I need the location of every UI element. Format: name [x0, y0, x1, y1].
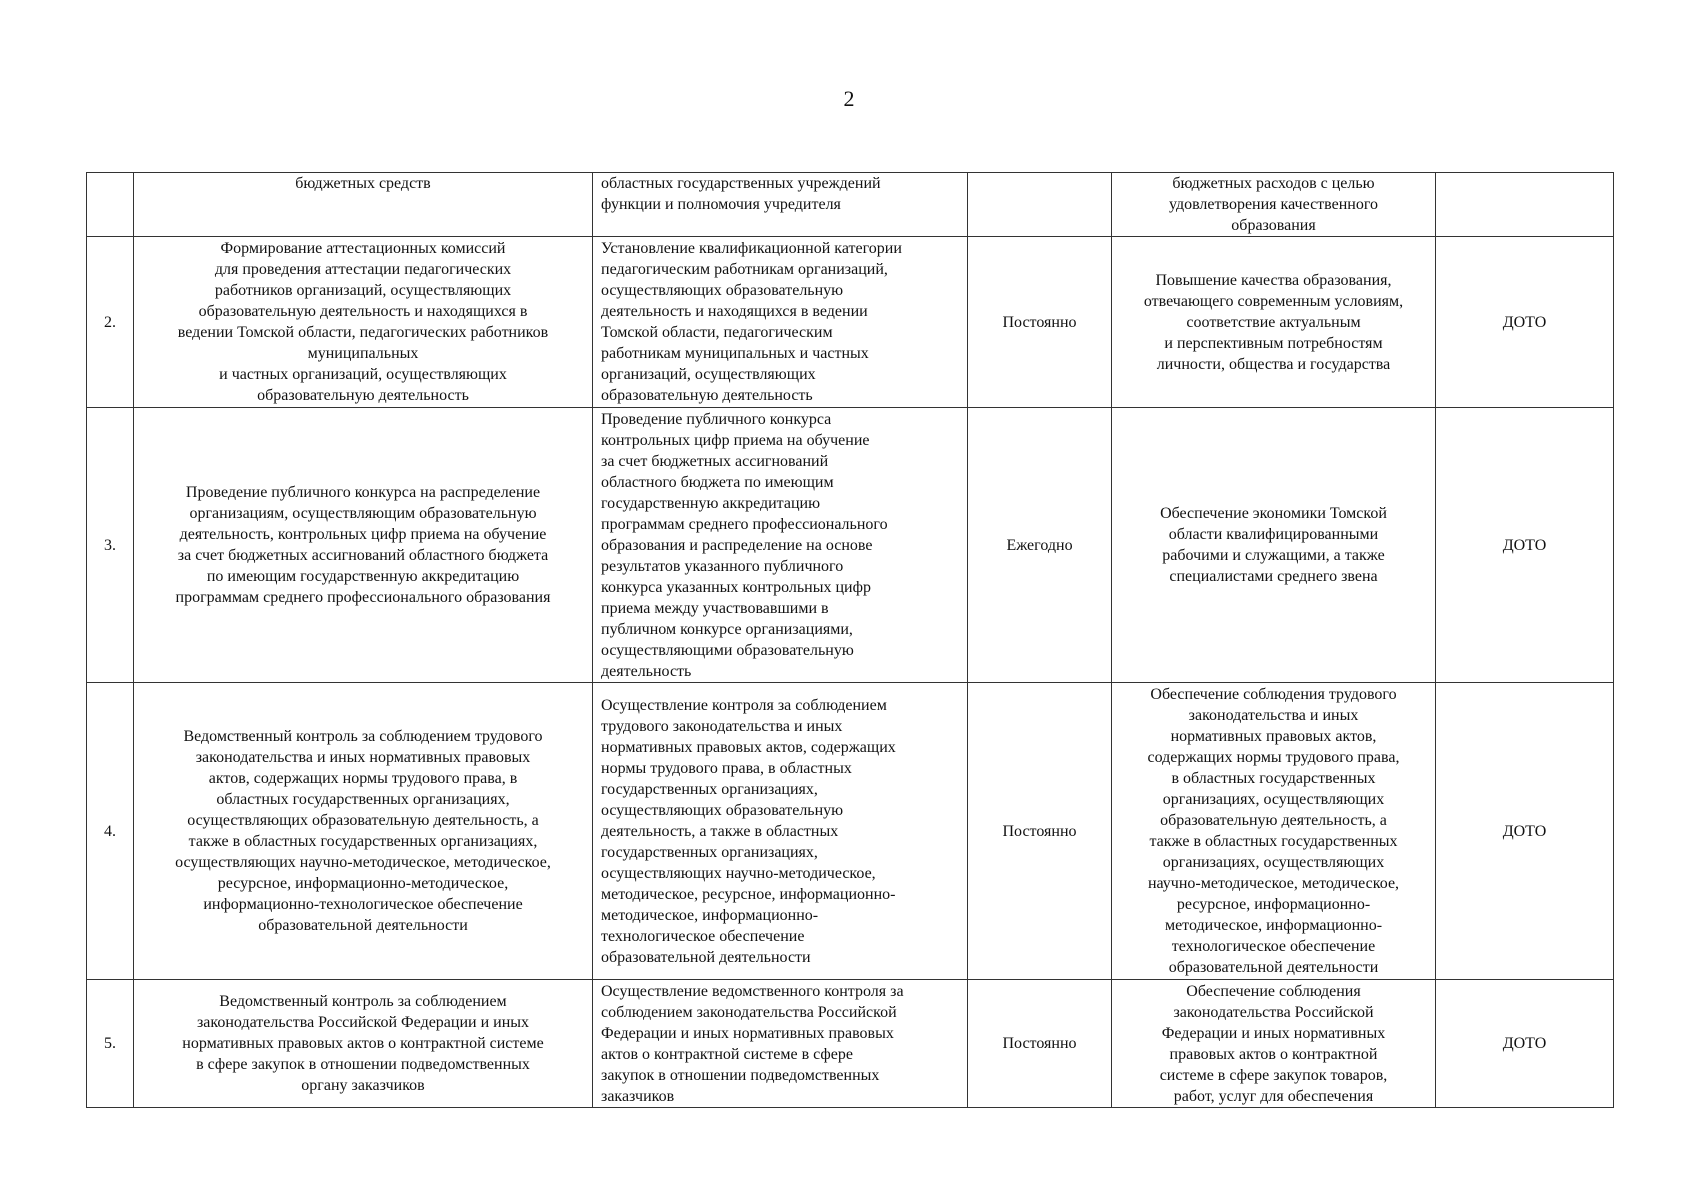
expected-result-cell: Установление квалификационной категории педагогическим работникам организаций, осуществляющих образовательную деятельность и находящихся в ведении Томской области, педагогическим работникам муниципальных и частных организаций, осуществляющих образовательную деятельность	[593, 237, 968, 408]
measure-name-cell: Проведение публичного конкурса на распределение организациям, осуществляющим образовательную деятельность, контрольных цифр приема на обучение за счет бюджетных ассигнований областного бюджета по имеющим государственную аккредитацию программам среднего профессионального образования	[134, 408, 593, 683]
term-cell: Ежегодно	[968, 408, 1112, 683]
term-cell: Постоянно	[968, 683, 1112, 980]
row-number-cell	[87, 173, 134, 237]
page-number: 2	[843, 86, 855, 111]
term-cell: Постоянно	[968, 237, 1112, 408]
expected-result-cell: областных государственных учреждений функции и полномочия учредителя	[593, 173, 968, 237]
table-row	[87, 173, 1614, 237]
executor-cell: ДОТО	[1436, 683, 1614, 980]
executor-cell	[1436, 173, 1614, 237]
expected-result-cell: Осуществление контроля за соблюдением трудового законодательства и иных нормативных правовых актов, содержащих нормы трудового права, в областных государственных организациях, осуществляющих образовательную деятельность, а также в областных государственных организациях, осуществляющих научно-методическое, методическое, ресурсное, информационно- методическое, информационно- технологическое обеспечение образовательной деятельности	[593, 683, 968, 980]
table-row	[87, 683, 1614, 980]
measures-table	[86, 172, 1614, 1108]
row-number-cell: 3.	[87, 408, 134, 683]
measure-name-cell: Ведомственный контроль за соблюдением законодательства Российской Федерации и иных нормативных правовых актов о контрактной системе в сфере закупок в отношении подведомственных органу заказчиков	[134, 980, 593, 1108]
expected-result-cell: Проведение публичного конкурса контрольных цифр приема на обучение за счет бюджетных ассигнований областного бюджета по имеющим государственную аккредитацию программам среднего профессионального образования и распределение на основе результатов указанного публичного конкурса указанных контрольных цифр приема между участвовавшими в публичном конкурсе организациями, осуществляющими образовательную деятельность	[593, 408, 968, 683]
table-row	[87, 237, 1614, 408]
goal-cell: Повышение качества образования, отвечающего современным условиям, соответствие актуальным и перспективным потребностям личности, общества и государства	[1112, 237, 1436, 408]
table-row	[87, 408, 1614, 683]
table-row	[87, 980, 1614, 1108]
executor-cell: ДОТО	[1436, 237, 1614, 408]
goal-cell: Обеспечение соблюдения законодательства Российской Федерации и иных нормативных правовых актов о контрактной системе в сфере закупок товаров, работ, услуг для обеспечения	[1112, 980, 1436, 1108]
term-cell: Постоянно	[968, 980, 1112, 1108]
executor-cell: ДОТО	[1436, 980, 1614, 1108]
measure-name-cell: бюджетных средств	[134, 173, 593, 237]
expected-result-cell: Осуществление ведомственного контроля за соблюдением законодательства Российской Федерации и иных нормативных правовых актов о контрактной системе в сфере закупок в отношении подведомственных заказчиков	[593, 980, 968, 1108]
measure-name-cell: Ведомственный контроль за соблюдением трудового законодательства и иных нормативных правовых актов, содержащих нормы трудового права, в областных государственных организациях, осуществляющих образовательную деятельность, а также в областных государственных организациях, осуществляющих научно-методическое, методическое, ресурсное, информационно-методическое, информационно-технологическое обеспечение образовательной деятельности	[134, 683, 593, 980]
row-number-cell: 4.	[87, 683, 134, 980]
measure-name-cell: Формирование аттестационных комиссий для проведения аттестации педагогических работников организаций, осуществляющих образовательную деятельность и находящихся в ведении Томской области, педагогических работников муниципальных и частных организаций, осуществляющих образовательную деятельность	[134, 237, 593, 408]
goal-cell: Обеспечение соблюдения трудового законодательства и иных нормативных правовых актов, содержащих нормы трудового права, в областных государственных организациях, осуществляющих образовательную деятельность, а также в областных государственных организациях, осуществляющих научно-методическое, методическое, ресурсное, информационно- методическое, информационно- технологическое обеспечение образовательной деятельности	[1112, 683, 1436, 980]
row-number-cell: 2.	[87, 237, 134, 408]
goal-cell: бюджетных расходов с целью удовлетворения качественного образования	[1112, 173, 1436, 237]
row-number-cell: 5.	[87, 980, 134, 1108]
goal-cell: Обеспечение экономики Томской области квалифицированными рабочими и служащими, а также специалистами среднего звена	[1112, 408, 1436, 683]
executor-cell: ДОТО	[1436, 408, 1614, 683]
term-cell	[968, 173, 1112, 237]
